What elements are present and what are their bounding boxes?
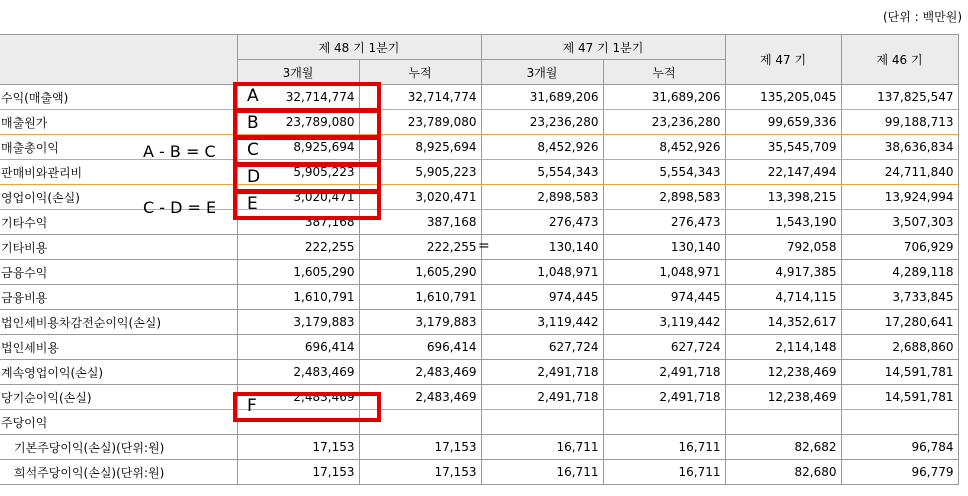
- value-cell: 2,491,718: [481, 360, 603, 385]
- value-cell: 3,020,471: [359, 185, 481, 210]
- value-cell: 627,724: [603, 335, 725, 360]
- value-cell: 3,507,303: [841, 210, 958, 235]
- value-cell: 3,119,442: [481, 310, 603, 335]
- header-cum: 누적: [359, 60, 481, 85]
- value-cell: 12,238,469: [725, 385, 841, 410]
- row-label: 기본주당이익(손실)(단위:원): [0, 435, 237, 460]
- income-statement-table: [0, 34, 959, 485]
- row-label: 수익(매출액): [0, 85, 237, 110]
- header-period2: 제 47 기 1분기: [481, 35, 725, 60]
- value-cell: 13,924,994: [841, 185, 958, 210]
- highlight-box-d: D: [233, 163, 381, 193]
- value-cell: 5,905,223: [359, 160, 481, 185]
- table-row: [0, 110, 958, 135]
- table-row: [0, 435, 958, 460]
- value-cell: 1,605,290: [359, 260, 481, 285]
- value-cell: 16,711: [603, 460, 725, 485]
- value-cell: 974,445: [481, 285, 603, 310]
- row-label: 계속영업이익(손실): [0, 360, 237, 385]
- value-cell: 1,610,791: [359, 285, 481, 310]
- value-cell: 276,473: [481, 210, 603, 235]
- row-label: 법인세비용차감전순이익(손실): [0, 310, 237, 335]
- value-cell: 13,398,215: [725, 185, 841, 210]
- value-cell: 5,554,343: [603, 160, 725, 185]
- stray-equals-mark: =: [478, 238, 490, 254]
- value-cell: 2,483,469: [359, 360, 481, 385]
- table-row: [0, 335, 958, 360]
- value-cell: 1,605,290: [237, 260, 359, 285]
- row-label: 매출총이익: [0, 135, 237, 160]
- value-cell: 696,414: [237, 335, 359, 360]
- table-row: [0, 360, 958, 385]
- row-label: 기타수익: [0, 210, 237, 235]
- value-cell: 3,733,845: [841, 285, 958, 310]
- row-label: 판매비와관리비: [0, 160, 237, 185]
- table-row: [0, 260, 958, 285]
- value-cell: 130,140: [603, 235, 725, 260]
- row-label: 금융비용: [0, 285, 237, 310]
- value-cell: 32,714,774: [237, 85, 359, 110]
- table-row: [0, 160, 958, 185]
- value-cell: 706,929: [841, 235, 958, 260]
- value-cell: 5,554,343: [481, 160, 603, 185]
- value-cell: 1,048,971: [603, 260, 725, 285]
- value-cell: 2,491,718: [603, 360, 725, 385]
- highlight-box-b: B: [233, 109, 381, 139]
- value-cell: 4,917,385: [725, 260, 841, 285]
- row-label: 희석주당이익(손실)(단위:원): [0, 460, 237, 485]
- row-label: 매출원가: [0, 110, 237, 135]
- value-cell: [725, 410, 841, 435]
- formula-abc: A - B = C: [143, 142, 216, 161]
- value-cell: 1,610,791: [237, 285, 359, 310]
- header-period3: 제 47 기: [725, 35, 841, 85]
- value-cell: 82,682: [725, 435, 841, 460]
- value-cell: 3,020,471: [237, 185, 359, 210]
- header-3m: 3개월: [237, 60, 359, 85]
- value-cell: 135,205,045: [725, 85, 841, 110]
- header-cum: 누적: [603, 60, 725, 85]
- value-cell: 32,714,774: [359, 85, 481, 110]
- value-cell: [841, 410, 958, 435]
- value-cell: 696,414: [359, 335, 481, 360]
- value-cell: [603, 410, 725, 435]
- value-cell: 22,147,494: [725, 160, 841, 185]
- value-cell: 276,473: [603, 210, 725, 235]
- header-3m: 3개월: [481, 60, 603, 85]
- value-cell: 130,140: [481, 235, 603, 260]
- value-cell: [481, 410, 603, 435]
- value-cell: 99,188,713: [841, 110, 958, 135]
- value-cell: 2,898,583: [481, 185, 603, 210]
- value-cell: 31,689,206: [481, 85, 603, 110]
- formula-cde: C - D = E: [143, 198, 217, 217]
- value-cell: 23,789,080: [237, 110, 359, 135]
- table-row: [0, 460, 958, 485]
- value-cell: 17,153: [359, 460, 481, 485]
- header-blank: [0, 35, 237, 85]
- value-cell: 24,711,840: [841, 160, 958, 185]
- value-cell: 14,352,617: [725, 310, 841, 335]
- row-label: 주당이익: [0, 410, 237, 435]
- table-row: [0, 410, 958, 435]
- value-cell: 14,591,781: [841, 385, 958, 410]
- value-cell: 31,689,206: [603, 85, 725, 110]
- value-cell: 16,711: [603, 435, 725, 460]
- highlight-box-c: C: [233, 136, 381, 166]
- highlight-box-e: E: [233, 190, 381, 220]
- value-cell: 387,168: [237, 210, 359, 235]
- header-period1: 제 48 기 1분기: [237, 35, 481, 60]
- value-cell: 82,680: [725, 460, 841, 485]
- row-label: 영업이익(손실): [0, 185, 237, 210]
- value-cell: 4,714,115: [725, 285, 841, 310]
- value-cell: 1,048,971: [481, 260, 603, 285]
- value-cell: 8,452,926: [481, 135, 603, 160]
- value-cell: 222,255: [237, 235, 359, 260]
- value-cell: 8,925,694: [237, 135, 359, 160]
- row-label: 기타비용: [0, 235, 237, 260]
- table-row: [0, 85, 958, 110]
- row-label: 당기순이익(손실): [0, 385, 237, 410]
- value-cell: 17,153: [237, 460, 359, 485]
- value-cell: 5,905,223: [237, 160, 359, 185]
- value-cell: 23,236,280: [481, 110, 603, 135]
- highlight-box-f: F: [233, 392, 381, 422]
- value-cell: 16,711: [481, 460, 603, 485]
- header-period4: 제 46 기: [841, 35, 958, 85]
- value-cell: 1,543,190: [725, 210, 841, 235]
- value-cell: 2,483,469: [237, 385, 359, 410]
- value-cell: 8,452,926: [603, 135, 725, 160]
- value-cell: 3,119,442: [603, 310, 725, 335]
- value-cell: 137,825,547: [841, 85, 958, 110]
- value-cell: 96,784: [841, 435, 958, 460]
- value-cell: 16,711: [481, 435, 603, 460]
- value-cell: 4,289,118: [841, 260, 958, 285]
- value-cell: 12,238,469: [725, 360, 841, 385]
- value-cell: 2,483,469: [359, 385, 481, 410]
- value-cell: 17,153: [237, 435, 359, 460]
- value-cell: 222,255: [359, 235, 481, 260]
- value-cell: 2,688,860: [841, 335, 958, 360]
- value-cell: 99,659,336: [725, 110, 841, 135]
- value-cell: 17,280,641: [841, 310, 958, 335]
- table-row: [0, 310, 958, 335]
- value-cell: 2,898,583: [603, 185, 725, 210]
- value-cell: 96,779: [841, 460, 958, 485]
- table-row: [0, 385, 958, 410]
- value-cell: 2,483,469: [237, 360, 359, 385]
- value-cell: 2,491,718: [481, 385, 603, 410]
- value-cell: 35,545,709: [725, 135, 841, 160]
- value-cell: 792,058: [725, 235, 841, 260]
- unit-label: (단위 : 백만원): [883, 10, 962, 24]
- value-cell: 3,179,883: [237, 310, 359, 335]
- value-cell: 3,179,883: [359, 310, 481, 335]
- value-cell: 2,114,148: [725, 335, 841, 360]
- value-cell: 627,724: [481, 335, 603, 360]
- value-cell: 17,153: [359, 435, 481, 460]
- highlight-box-a: A: [233, 82, 381, 112]
- value-cell: 8,925,694: [359, 135, 481, 160]
- value-cell: 14,591,781: [841, 360, 958, 385]
- value-cell: 974,445: [603, 285, 725, 310]
- value-cell: 2,491,718: [603, 385, 725, 410]
- row-label: 금융수익: [0, 260, 237, 285]
- value-cell: 23,236,280: [603, 110, 725, 135]
- value-cell: 38,636,834: [841, 135, 958, 160]
- row-label: 법인세비용: [0, 335, 237, 360]
- table-row: [0, 285, 958, 310]
- value-cell: 387,168: [359, 210, 481, 235]
- value-cell: 23,789,080: [359, 110, 481, 135]
